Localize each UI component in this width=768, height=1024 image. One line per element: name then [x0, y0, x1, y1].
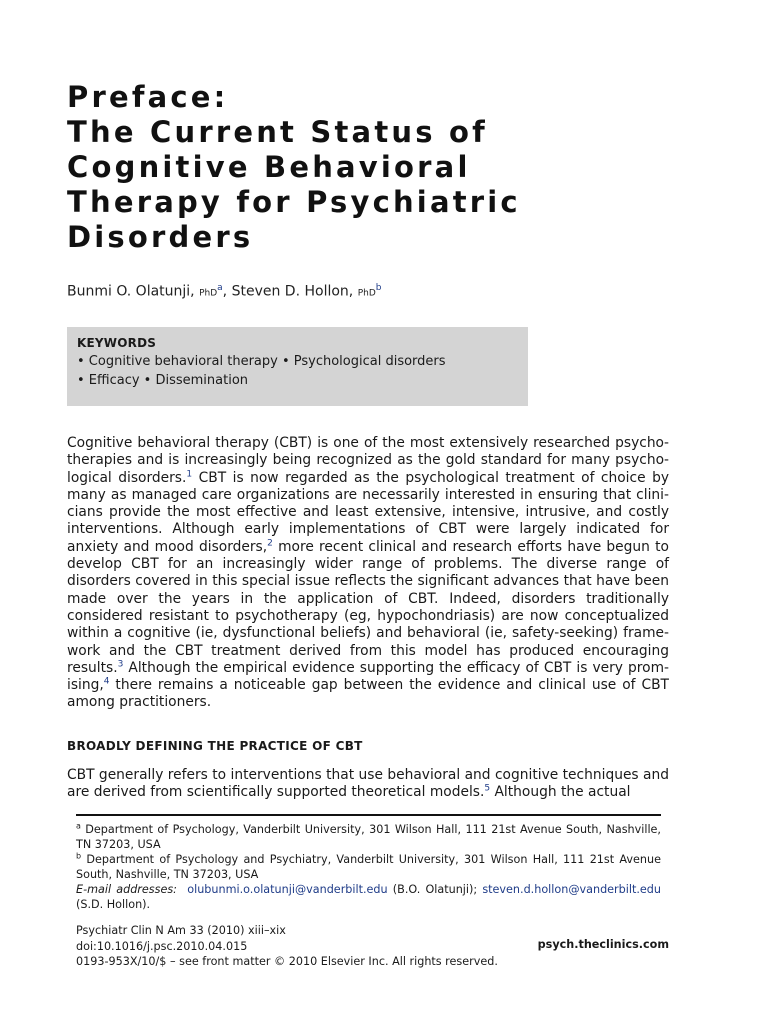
- footnote-affiliation-a: [76, 822, 661, 852]
- article-title: [67, 80, 521, 255]
- body-paragraph: [67, 767, 669, 802]
- citation-ref[interactable]: 1: [186, 469, 193, 479]
- footnote-emails: [76, 882, 661, 912]
- citation-ref[interactable]: 4: [103, 676, 110, 687]
- citation-ref[interactable]: 5: [484, 783, 491, 794]
- affiliation-mark[interactable]: b: [375, 283, 382, 293]
- email-link[interactable]: olubunmi.o.olatunji@vanderbilt.edu: [187, 883, 388, 896]
- title-line: The Current Status of: [67, 115, 488, 149]
- body-paragraph: [67, 435, 669, 712]
- journal-website[interactable]: psych.theclinics.com: [537, 938, 669, 951]
- journal-citation: Psychiatr Clin N Am 33 (2010) xiii–xix: [76, 924, 286, 937]
- affiliation-mark[interactable]: a: [217, 283, 223, 293]
- keywords-heading: KEYWORDS: [77, 336, 157, 350]
- email-label: E-mail addresses:: [76, 883, 177, 896]
- paragraph-text: Although the empirical evidence supporting the efficacy of CBT is very promising,: [67, 659, 669, 694]
- footnote-text: Department of Psychology and Psychiatry, Vanderbilt University, 301 Wilson Hall, 111 21st Avenue South, Nashville, TN 37203, USA: [76, 853, 661, 882]
- paragraph-text: Although the actual: [490, 784, 631, 801]
- title-line: Disorders: [67, 220, 254, 254]
- footnote-divider: [76, 814, 661, 816]
- author-name: Steven D. Hollon,: [231, 283, 354, 300]
- citation-ref[interactable]: 2: [267, 538, 273, 549]
- keywords-line: • Cognitive behavioral therapy • Psychological disorders: [77, 354, 446, 369]
- paragraph-text: more recent clinical and research efforts have begun to develop CBT for an increasingly wider range of problems. The diverse range of disorders covered in this special issue reflects the significant advances that have been made over the years in the application of CBT. Indeed, disorders traditionally considered resistant to psychotherapy (eg, hypochondriasis) are now conceptualized within a cognitive (ie, dysfunctional beliefs) and behavioral (ie, safety-seeking) framework and the CBT treatment derived from this model has produced encouraging results.: [67, 538, 669, 676]
- email-owner: (B.O. Olatunji);: [387, 883, 483, 896]
- footnote-text: Department of Psychology, Vanderbilt University, 301 Wilson Hall, 111 21st Avenue South, Nashville, TN 37203, USA: [76, 823, 661, 852]
- author-line: [67, 283, 381, 300]
- author-degree: PhD: [199, 288, 218, 299]
- section-heading: BROADLY DEFINING THE PRACTICE OF CBT: [67, 739, 363, 753]
- author-separator: ,: [222, 283, 228, 300]
- journal-copyright: 0193-953X/10/$ – see front matter © 2010 Elsevier Inc. All rights reserved.: [76, 955, 498, 968]
- author-name: Bunmi O. Olatunji,: [67, 283, 195, 300]
- paragraph-text: CBT generally refers to interventions that use behavioral and cognitive techniques and are derived from scientifically supported theoretical models.: [67, 767, 669, 801]
- footnote-mark: a: [76, 821, 81, 831]
- title-line: Cognitive Behavioral: [67, 150, 471, 184]
- keywords-line: • Efficacy • Dissemination: [77, 373, 249, 388]
- paragraph-text: CBT is now regarded as the psychological treatment of choice by many as managed care organizations are necessarily interested in ensuring that clinicians provide the most effective and least extensive, intensive, intrusive, and costly interventions. Although early implementations of CBT were largely indicated for anxiety and mood disorders,: [67, 469, 669, 555]
- paragraph-text: Cognitive behavioral therapy (CBT) is one of the most extensively researched psychotherapies and is increasingly being recognized as the gold standard for many psychological disorders.: [67, 435, 669, 486]
- journal-info: [76, 923, 498, 970]
- author-degree: PhD: [357, 288, 376, 299]
- paragraph-text: there remains a noticeable gap between the evidence and clinical use of CBT among practitioners.: [67, 677, 669, 711]
- footnote-mark: b: [76, 851, 82, 861]
- title-line: Preface:: [67, 80, 229, 114]
- email-owner: (S.D. Hollon).: [76, 898, 151, 912]
- email-link[interactable]: steven.d.hollon@vanderbilt.edu: [482, 883, 661, 896]
- keywords-box: [67, 327, 528, 406]
- footnote-affiliation-b: [76, 852, 661, 882]
- citation-ref[interactable]: 3: [117, 659, 124, 670]
- title-line: Therapy for Psychiatric: [67, 185, 521, 219]
- journal-doi: doi:10.1016/j.psc.2010.04.015: [76, 939, 248, 953]
